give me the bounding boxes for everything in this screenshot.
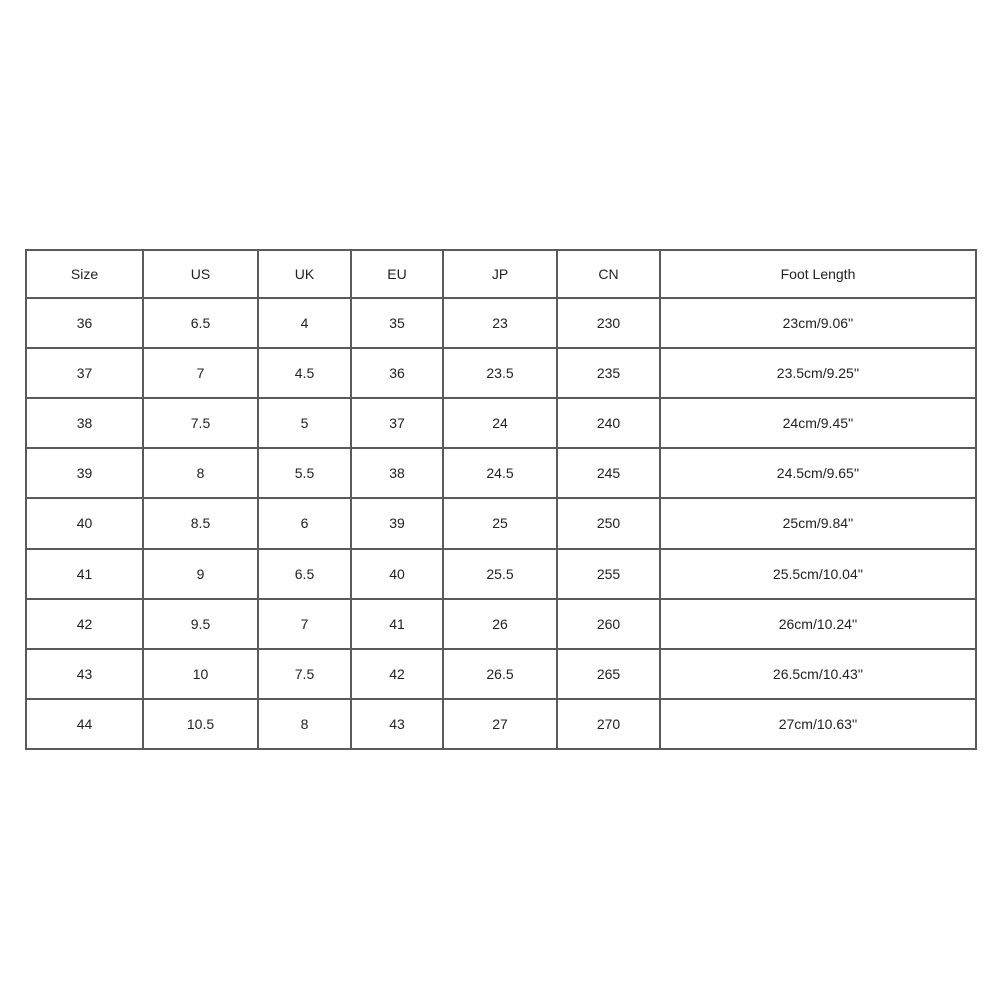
cell-uk: 4.5 [258,348,351,398]
cell-foot-length: 23cm/9.06'' [660,298,976,348]
cell-cn: 245 [557,448,660,498]
cell-uk: 7 [258,599,351,649]
cell-size: 39 [26,448,143,498]
cell-foot-length: 23.5cm/9.25'' [660,348,976,398]
cell-jp: 24.5 [443,448,557,498]
table-row [26,348,976,398]
cell-foot-length: 25.5cm/10.04'' [660,549,976,599]
column-header-eu: EU [351,250,443,298]
cell-cn: 230 [557,298,660,348]
cell-eu: 35 [351,298,443,348]
cell-uk: 6.5 [258,549,351,599]
cell-size: 36 [26,298,143,348]
cell-us: 9.5 [143,599,258,649]
cell-cn: 240 [557,398,660,448]
cell-us: 7.5 [143,398,258,448]
cell-eu: 37 [351,398,443,448]
cell-foot-length: 24.5cm/9.65'' [660,448,976,498]
cell-size: 38 [26,398,143,448]
table-row [26,699,976,749]
column-header-jp: JP [443,250,557,298]
table-row [26,649,976,699]
cell-jp: 25 [443,498,557,548]
column-header-us: US [143,250,258,298]
table-row [26,398,976,448]
cell-cn: 265 [557,649,660,699]
table-row [26,298,976,348]
cell-us: 7 [143,348,258,398]
column-header-foot-length: Foot Length [660,250,976,298]
cell-size: 37 [26,348,143,398]
cell-size: 44 [26,699,143,749]
column-header-uk: UK [258,250,351,298]
cell-jp: 25.5 [443,549,557,599]
cell-eu: 36 [351,348,443,398]
cell-foot-length: 26.5cm/10.43'' [660,649,976,699]
cell-cn: 235 [557,348,660,398]
cell-cn: 250 [557,498,660,548]
cell-uk: 5 [258,398,351,448]
cell-eu: 43 [351,699,443,749]
cell-uk: 8 [258,699,351,749]
cell-foot-length: 25cm/9.84'' [660,498,976,548]
cell-eu: 38 [351,448,443,498]
size-chart-table [25,249,977,750]
cell-jp: 24 [443,398,557,448]
cell-size: 42 [26,599,143,649]
table-row [26,599,976,649]
cell-uk: 4 [258,298,351,348]
table-row [26,498,976,548]
cell-eu: 39 [351,498,443,548]
cell-size: 43 [26,649,143,699]
cell-uk: 5.5 [258,448,351,498]
cell-jp: 26 [443,599,557,649]
cell-cn: 260 [557,599,660,649]
cell-jp: 23.5 [443,348,557,398]
table-header [26,250,976,298]
cell-size: 40 [26,498,143,548]
cell-cn: 255 [557,549,660,599]
cell-jp: 27 [443,699,557,749]
cell-jp: 23 [443,298,557,348]
header-row [26,250,976,298]
cell-eu: 41 [351,599,443,649]
column-header-size: Size [26,250,143,298]
table-row [26,549,976,599]
cell-us: 8 [143,448,258,498]
cell-us: 10 [143,649,258,699]
cell-size: 41 [26,549,143,599]
cell-foot-length: 24cm/9.45'' [660,398,976,448]
table-row [26,448,976,498]
cell-cn: 270 [557,699,660,749]
cell-eu: 40 [351,549,443,599]
cell-jp: 26.5 [443,649,557,699]
cell-us: 8.5 [143,498,258,548]
column-header-cn: CN [557,250,660,298]
cell-uk: 6 [258,498,351,548]
cell-us: 10.5 [143,699,258,749]
cell-eu: 42 [351,649,443,699]
cell-uk: 7.5 [258,649,351,699]
table-body [26,298,976,749]
cell-us: 9 [143,549,258,599]
cell-foot-length: 26cm/10.24'' [660,599,976,649]
cell-us: 6.5 [143,298,258,348]
cell-foot-length: 27cm/10.63'' [660,699,976,749]
